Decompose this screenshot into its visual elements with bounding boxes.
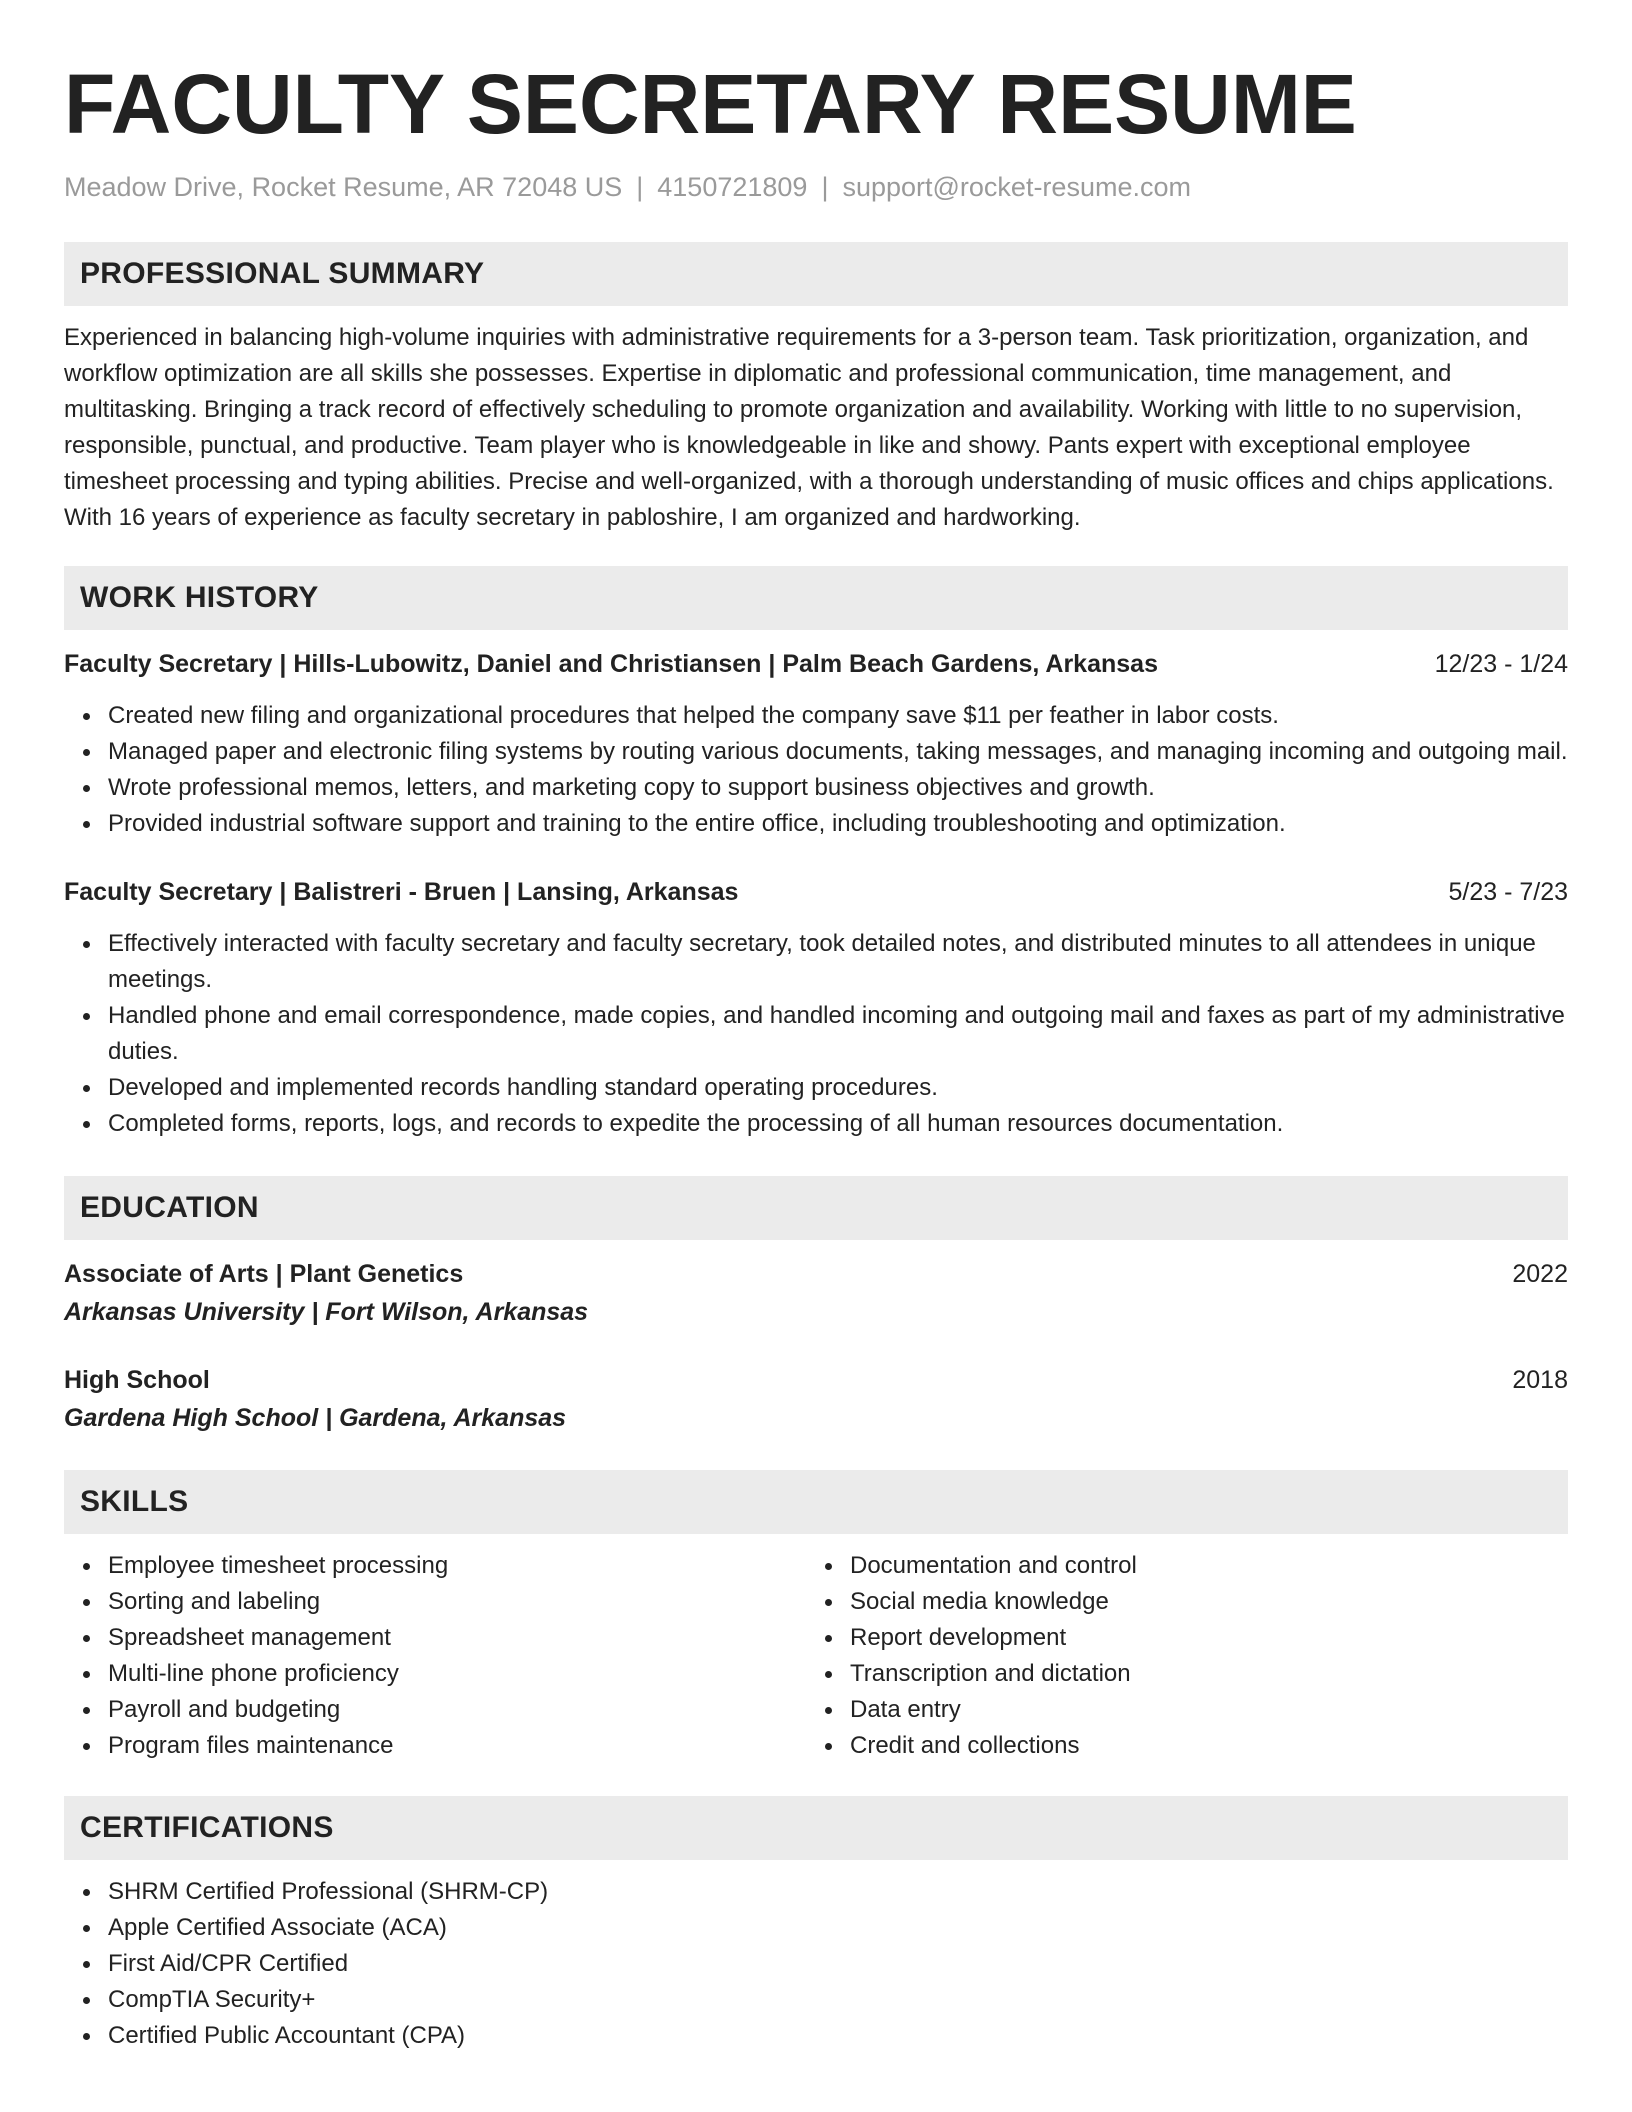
contact-address: Meadow Drive, Rocket Resume, AR 72048 US	[64, 172, 623, 202]
list-item: Credit and collections	[806, 1728, 1548, 1764]
list-item: Multi-line phone proficiency	[64, 1656, 806, 1692]
section-header-skills: SKILLS	[64, 1470, 1568, 1534]
list-item: Data entry	[806, 1692, 1548, 1728]
list-item: Certified Public Accountant (CPA)	[64, 2018, 1568, 2054]
job-title: Faculty Secretary | Hills-Lubowitz, Daniel and Christiansen | Palm Beach Gardens, Arkansas	[64, 650, 1158, 678]
list-item: Effectively interacted with faculty secretary and faculty secretary, took detailed notes, and distributed minutes to all attendees in unique meetings.	[64, 926, 1568, 998]
list-item: Handled phone and email correspondence, made copies, and handled incoming and outgoing mail and faxes as part of my administrative duties.	[64, 998, 1568, 1070]
list-item: Completed forms, reports, logs, and records to expedite the processing of all human resources documentation.	[64, 1106, 1568, 1142]
education-entry	[64, 1362, 1568, 1438]
page-title: FACULTY SECRETARY RESUME	[64, 57, 1357, 151]
job-entry	[64, 874, 1568, 1142]
list-item: Spreadsheet management	[64, 1620, 806, 1656]
education-entry	[64, 1256, 1568, 1332]
job-bullets	[64, 926, 1568, 1142]
education-header	[64, 1256, 1568, 1292]
contact-phone: 4150721809	[657, 172, 808, 202]
education-school: Arkansas University | Fort Wilson, Arkansas	[64, 1298, 589, 1326]
list-item: Wrote professional memos, letters, and marketing copy to support business objectives and growth.	[64, 770, 1568, 806]
list-item: Developed and implemented records handling standard operating procedures.	[64, 1070, 1568, 1106]
section-header-certifications: CERTIFICATIONS	[64, 1796, 1568, 1860]
job-title: Faculty Secretary | Balistreri - Bruen | Lansing, Arkansas	[64, 878, 739, 906]
list-item: Managed paper and electronic filing systems by routing various documents, taking messages, and managing incoming and outgoing mail.	[64, 734, 1568, 770]
section-header-education: EDUCATION	[64, 1176, 1568, 1240]
job-header	[64, 874, 1568, 910]
skills-list-right	[806, 1548, 1548, 1764]
list-item: Report development	[806, 1620, 1548, 1656]
education-degree: Associate of Arts | Plant Genetics	[64, 1260, 464, 1288]
resume-page	[64, 0, 1568, 2054]
list-item: Created new filing and organizational procedures that helped the company save $11 per feather in labor costs.	[64, 698, 1568, 734]
list-item: Provided industrial software support and training to the entire office, including troubleshooting and optimization.	[64, 806, 1568, 842]
contact-email: support@rocket-resume.com	[842, 172, 1191, 202]
job-dates: 5/23 - 7/23	[1448, 878, 1568, 906]
summary-text: Experienced in balancing high-volume inquiries with administrative requirements for a 3-person team. Task prioritization, organization, and workflow optimization are all skills she possesses. Expertise in diplomatic and professional communication, time management, and multitasking. Bringing a track record of effectively scheduling to promote organization and availability. Working with little to no supervision, responsible, punctual, and productive. Team player who is knowledgeable in like and showy. Pants expert with exceptional employee timesheet processing and typing abilities. Precise and well-organized, with a thorough understanding of music offices and chips applications. With 16 years of experience as faculty secretary in pabloshire, I am organized and hardworking.	[64, 324, 1554, 531]
education-year: 2018	[1512, 1366, 1568, 1394]
list-item: Transcription and dictation	[806, 1656, 1548, 1692]
section-header-work-history: WORK HISTORY	[64, 566, 1568, 630]
list-item: Sorting and labeling	[64, 1584, 806, 1620]
skills-list-left	[64, 1548, 806, 1764]
job-header	[64, 646, 1568, 682]
education-degree: High School	[64, 1366, 210, 1394]
list-item: First Aid/CPR Certified	[64, 1946, 1568, 1982]
list-item: Social media knowledge	[806, 1584, 1548, 1620]
list-item: Documentation and control	[806, 1548, 1548, 1584]
contact-line	[64, 170, 1568, 204]
education-school: Gardena High School | Gardena, Arkansas	[64, 1404, 567, 1432]
job-entry	[64, 646, 1568, 842]
list-item: CompTIA Security+	[64, 1982, 1568, 2018]
contact-separator: |	[636, 172, 644, 202]
contact-separator: |	[821, 172, 829, 202]
list-item: Program files maintenance	[64, 1728, 806, 1764]
skills-columns	[64, 1548, 1568, 1764]
education-year: 2022	[1512, 1260, 1568, 1288]
list-item: Payroll and budgeting	[64, 1692, 806, 1728]
job-dates: 12/23 - 1/24	[1434, 650, 1568, 678]
list-item: Employee timesheet processing	[64, 1548, 806, 1584]
list-item: Apple Certified Associate (ACA)	[64, 1910, 1568, 1946]
list-item: SHRM Certified Professional (SHRM-CP)	[64, 1874, 1568, 1910]
job-bullets	[64, 698, 1568, 842]
section-header-summary: PROFESSIONAL SUMMARY	[64, 242, 1568, 306]
certifications-list	[64, 1874, 1568, 2054]
education-header	[64, 1362, 1568, 1398]
